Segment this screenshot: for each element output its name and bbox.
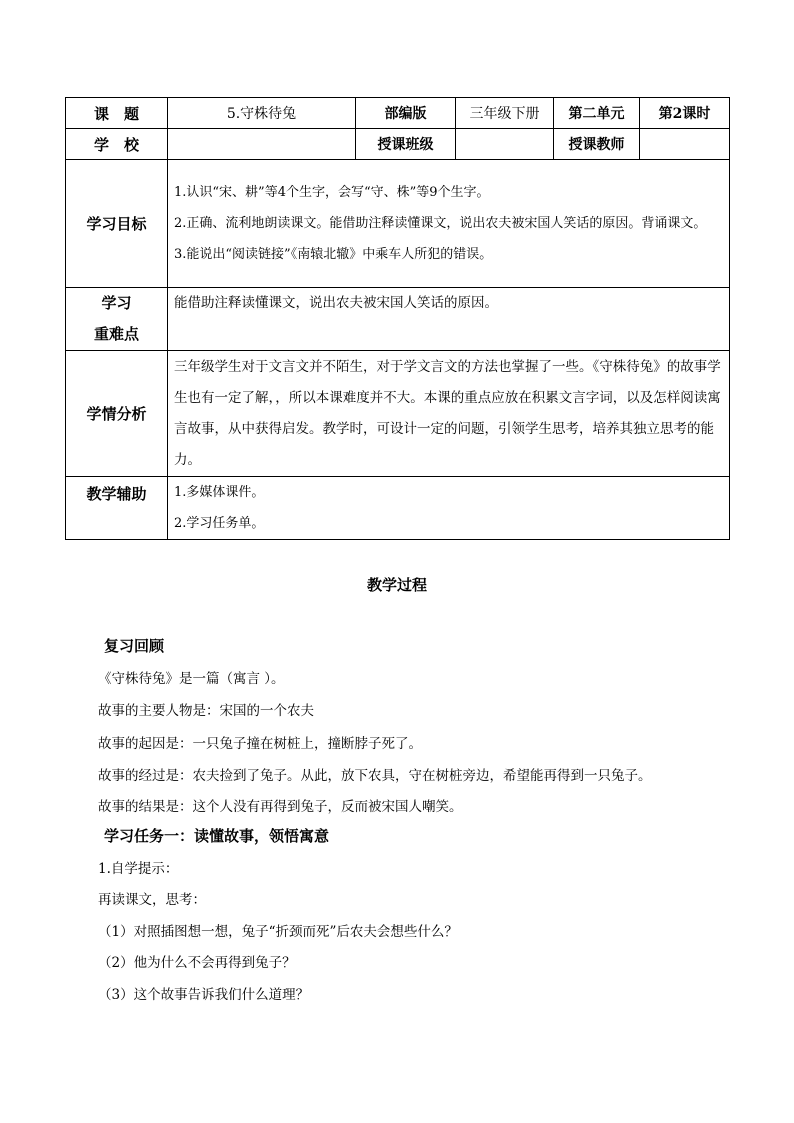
task1-heading: 学习任务一：读懂故事，领悟寓意 [104,827,330,845]
review-line: 故事的主要人物是：宋国的一个农夫 [98,703,314,719]
task1-line: （2）他为什么不会再得到兔子？ [98,955,296,971]
task1-line: 1.自学提示： [98,861,179,877]
table-row-analysis [66,351,730,477]
goals-content [168,160,730,288]
teacher-value [640,129,730,160]
edition: 部编版 [356,98,456,129]
review-line: 故事的经过是：农夫捡到了兔子。从此，放下农具，守在树桩旁边，希望能再得到一只兔子。 [98,768,652,784]
goal-line: 1.认识“宋、耕”等4个生字，会写“守、株”等9个生字。 [174,185,490,200]
table-row-goals [66,160,730,288]
label-course: 课 题 [66,98,168,129]
table-row-difficulty [66,288,730,351]
difficulty-content: 能借助注释读懂课文，说出农夫被宋国人笑话的原因。 [168,288,730,351]
table-row-school [66,129,730,160]
table-row-aids [66,477,730,540]
unit: 第二单元 [554,98,640,129]
course-title: 5.守株待兔 [168,98,356,129]
task1-line: （3）这个故事告诉我们什么道理？ [98,987,310,1003]
review-line: 《守株待兔》是一篇（寓言 ）。 [98,671,285,687]
aid-line: 2.学习任务单。 [174,516,265,531]
label-class: 授课班级 [356,129,456,160]
grade: 三年级下册 [456,98,554,129]
label-school: 学 校 [66,129,168,160]
label-difficulty [66,288,168,351]
table-row-title [66,98,730,129]
analysis-content: 三年级学生对于文言文并不陌生，对于学文言文的方法也掌握了一些。《守株待兔》的故事学生也有一定了解，，所以本课难度并不大。本课的重点应放在积累文言字词，以及怎样阅读寓言故事，从中获得启发。教学时，可设计一定的问题，引领学生思考，培养其独立思考的能力。 [168,351,730,477]
school-value [168,129,356,160]
lesson-info-table [65,97,730,540]
label-difficulty-line2: 重难点 [93,325,139,343]
review-line: 故事的起因是：一只兔子撞在树桩上，撞断脖子死了。 [98,736,422,752]
label-goals: 学习目标 [66,160,168,288]
review-heading: 复习回顾 [104,637,165,655]
aids-content [168,477,730,540]
process-title: 教学过程 [366,576,427,594]
class-value [456,129,554,160]
label-teacher: 授课教师 [554,129,640,160]
aid-line: 1.多媒体课件。 [174,485,265,500]
lesson-number: 第2课时 [640,98,730,129]
task1-line: （1）对照插图想一想，兔子“折颈而死”后农夫会想些什么？ [98,924,458,940]
goal-line: 3.能说出“阅读链接”《南辕北辙》中乘车人所犯的错误。 [174,247,493,262]
label-aids: 教学辅助 [66,477,168,540]
review-line: 故事的结果是：这个人没有再得到兔子，反而被宋国人嘲笑。 [98,799,463,815]
task1-line: 再读课文，思考： [98,892,206,908]
label-analysis: 学情分析 [66,351,168,477]
label-difficulty-line1: 学习 [101,294,132,312]
goal-line: 2.正确、流利地朗读课文。能借助注释读懂课文，说出农夫被宋国人笑话的原因。背诵课文。 [174,216,707,231]
